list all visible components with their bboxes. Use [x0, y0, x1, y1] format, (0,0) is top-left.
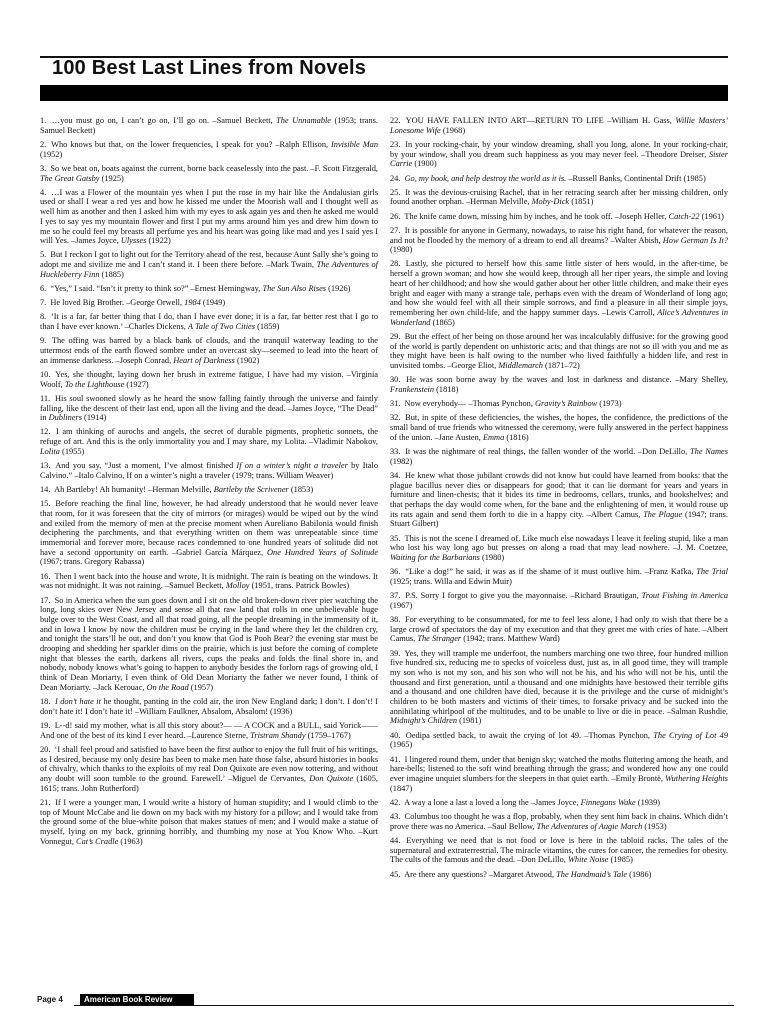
- list-item: [40, 461, 378, 480]
- citation-rest: (1925; trans. Willa and Edwin Muir): [390, 576, 512, 586]
- citation-rest: (1953): [642, 821, 667, 831]
- work-title: A Tale of Two Cities: [187, 322, 255, 332]
- citation-rest: (1949): [200, 298, 226, 308]
- quote-text: Columbus too thought he was a flop, probably, when they sent him back in chains. Which didn’t prove there was no America. –Saul Bellow,: [390, 812, 728, 831]
- quote-text: Oedipa settled back, to await the crying of lot 49. –Thomas Pynchon,: [405, 730, 654, 740]
- item-number: 37.: [390, 591, 401, 601]
- citation-rest: (1902): [234, 355, 260, 365]
- list-item: [390, 212, 728, 222]
- citation-rest: (1986): [627, 869, 652, 879]
- list-item: [40, 485, 378, 495]
- item-number: 45.: [390, 869, 401, 879]
- citation-rest: (1851): [569, 197, 594, 207]
- work-title: Catch-22: [668, 211, 700, 221]
- quote-text: The offing was barred by a black bank of clouds, and the tranquil waterway leading to the uttermost ends of the earth flowed sombre under an overcast sky—seemed to lead into the heart of an immense darkness. –Joseph Conrad,: [40, 336, 378, 365]
- list-item: [40, 336, 378, 365]
- quote-text: Lastly, she pictured to herself how this same little sister of hers would, in the after-time, be herself a grown woman; and how she would keep, through all her riper years, the simple and loving heart of her childhood; and how she would gather about her other little children, and make their eyes bright and eager with many a strange tale, perhaps even with the dream of Wonderland of long ago; and how she would feel with all their simple sorrows, and find a pleasure in all their simple joys, remembering her own child-life, and the happy summer days. –Lewis Carroll,: [390, 259, 728, 317]
- list-item: [40, 427, 378, 456]
- quote-text: Everything we need that is not food or love is here in the tabloid racks. The tales of the supernatural and extraterrestrial. The miracle vitamins, the cures for cancer, the remedies for obesity. The cults of the famous and the dead. –Don DeLillo,: [390, 836, 728, 865]
- item-number: 28.: [390, 259, 401, 269]
- item-number: 20.: [40, 744, 51, 754]
- list-item: [390, 534, 728, 563]
- quote-text: And you say, “Just a moment, I’ve almost finished: [55, 461, 237, 471]
- item-number: 32.: [390, 413, 401, 423]
- quote-text: So in America when the sun goes down and I sit on the old broken-down river pier watching the long, long skies over New Jersey and sense all that raw land that rolls in one unbelievable huge bulge over to the West Coast, and all that road going, all the people dreaming in the immensity of it, and in Iowa I know by now the children must be crying in the land where they let the children cry, and tonight the stars’ll be out, and don’t you know that God is Pooh Bear? the evening star must be drooping and shedding her sparkler dims on the prairie, which is just before the coming of complete night that blesses the earth, darkens all rivers, cups the peaks and folds the final shore in, and nobody, nobody knows what’s going to happen to anybody besides the forlorn rags of growing old, I think of Dean Moriarty, I even think of Old Dean Moriarty the father we never found, I think of Dean Moriarty. –Jack Kerouac,: [40, 595, 378, 692]
- work-title: Emma: [482, 432, 505, 442]
- item-number: 40.: [390, 730, 401, 740]
- citation-rest: (1922): [146, 236, 171, 246]
- quote-text: “Like a dog!” he said, it was as if the shame of it must outlive him. –Franz Kafka,: [405, 567, 697, 577]
- work-title: The Names: [690, 446, 728, 456]
- citation-rest: (1980): [479, 552, 505, 562]
- work-title: Dubliners: [48, 413, 82, 423]
- list-item: [390, 755, 728, 794]
- item-number: 43.: [390, 812, 401, 822]
- work-title: How German Is It?: [662, 235, 728, 245]
- quote-text: …I was a Flower of the mountain yes when I put the rose in my hair like the Andalusian girls used or shall I wear a red yes and how he kissed me under the Moorish wall and I thought well as well him as another and then I asked him with my eyes to ask again yes and then he asked me would I yes to say yes my mountain flower and first I put my arms around him yes and drew him down to me so he could feel my breasts all perfume yes and his heart was going like mad and yes I said yes I will Yes. –James Joyce,: [40, 187, 378, 246]
- citation-rest: (1605, 1615; trans. John Rutherford): [40, 773, 378, 793]
- citation-rest: (1973): [597, 399, 622, 409]
- list-item: [40, 572, 378, 591]
- quote-text: A way a lone a last a loved a long the –James Joyce,: [404, 797, 581, 807]
- work-title: Finnegans Wake: [580, 797, 636, 807]
- list-item: [40, 697, 378, 716]
- list-item: [390, 174, 728, 184]
- item-number: 14.: [40, 485, 51, 494]
- list-item: [390, 413, 728, 442]
- citation-rest: (1947; trans. Stuart Gilbert): [390, 509, 728, 529]
- quote-text: The knife came down, missing him by inches, and he took off. –Joseph Heller,: [404, 211, 669, 221]
- quote-text: His soul swooned slowly as he heard the snow falling faintly through the universe and faintly falling, like the descent of their last end, upon all the living and the dead. –James Joyce, “The Dead” in: [40, 393, 378, 423]
- quote-text: It was the nightmare of real things, the fallen wonder of the world. –Don DeLillo,: [405, 446, 691, 456]
- item-number: 11.: [40, 393, 51, 403]
- list-item: [390, 567, 728, 586]
- quote-text: Yes, she thought, laying down her brush in extreme fatigue, I have had my vision. –Virginia Woolf,: [40, 369, 378, 389]
- quote-text: It was the devious-cruising Rachel, that in her retracing search after her missing children, only found another orphan. –Herman Melville,: [390, 187, 728, 207]
- work-title: Tristram Shandy: [250, 730, 306, 740]
- list-item: [40, 394, 378, 423]
- work-title: 1984: [184, 298, 201, 308]
- citation-rest: (1955): [59, 446, 85, 456]
- work-title: The Adventures of Augie March: [536, 821, 643, 831]
- quote-text: But the effect of her being on those around her was incalculably diffusive: for the growing good of the world is partly dependent on unhistoric acts; and that things are not so ill with you and me as they might have been is half owing to the number who lived faithfully a hidden life, and rest in unvisited tombs. –George Eliot,: [390, 331, 729, 370]
- list-item: [40, 745, 378, 794]
- item-number: 15.: [40, 499, 51, 509]
- quote-text: He loved Big Brother. –George Orwell,: [50, 298, 185, 308]
- item-number: 39.: [390, 648, 401, 658]
- list-item: [40, 298, 378, 308]
- item-number: 31.: [390, 399, 401, 409]
- work-title: Heart of Darkness: [173, 355, 235, 365]
- work-title: Molloy: [225, 581, 250, 591]
- item-number: 27.: [390, 225, 401, 235]
- quote-text: Then I went back into the house and wrote, It is midnight. The rain is beating on the windows. It was not midnight. It was not raining. –Samuel Beckett,: [40, 571, 379, 591]
- work-title: Frankenstein: [390, 384, 435, 394]
- item-number: 44.: [390, 836, 401, 845]
- right-column: [390, 116, 728, 884]
- citation-rest: (1951, trans. Patrick Bowles): [249, 581, 350, 591]
- item-number: 17.: [40, 595, 51, 605]
- item-number: 9.: [40, 336, 47, 346]
- quote-text: Now everybody— –Thomas Pynchon,: [404, 399, 536, 409]
- work-title: The Sun Also Rises: [262, 284, 327, 294]
- item-number: 6.: [40, 284, 47, 294]
- list-item: [390, 226, 728, 255]
- quote-text: …you must go on, I can’t go on, I’ll go on. –Samuel Beckett,: [51, 116, 277, 125]
- list-item: [390, 798, 728, 808]
- item-number: 16.: [40, 571, 51, 581]
- list-item: [390, 447, 728, 466]
- list-item: [390, 615, 728, 644]
- item-number: 34.: [390, 470, 401, 480]
- list-item: [390, 140, 728, 169]
- item-number: 25.: [390, 187, 401, 197]
- citation-rest: (1968): [440, 125, 466, 135]
- footer-rule: [74, 1005, 734, 1006]
- page-footer: [34, 994, 734, 1006]
- quote-text: It is possible for anyone in Germany, nowadays, to raise his right hand, for whatever the reason, and not be flooded by the memory of a dream to end all dreams? –Walter Abish,: [390, 225, 728, 245]
- quote-text: Before reaching the final line, however, he had already understood that he would never leave that room, for it was foreseen that the city of mirrors (or mirages) would be wiped out by the wind and exiled from the memory of men at the precise moment when Aureliano Babilonia would finish deciphering the parchments, and that everything written on them was unrepeatable since time immemorial and forever more, because races condemned to one hundred years of solitude did not have a second opportunity on earth. –Gabriel García Márquez,: [40, 499, 378, 557]
- citation-rest: he thought, panting in the cold air, the iron New England dark; I don’t. I don’t! I don’t hate it! I don’t hate it! –William Faulkner, Absalom, Absalom! (1936): [40, 697, 379, 716]
- citation-rest: (1816): [504, 432, 529, 442]
- citation-rest: (1885): [99, 269, 124, 279]
- citation-rest: –Russell Banks, Continental Drift (1985): [566, 173, 706, 183]
- item-number: 4.: [40, 187, 47, 197]
- item-number: 38.: [390, 614, 401, 624]
- citation-rest: (1939): [635, 797, 661, 807]
- citation-rest: (1865): [430, 317, 455, 327]
- list-item: [40, 798, 378, 847]
- work-title: The Stranger: [417, 634, 462, 644]
- list-item: [390, 870, 728, 880]
- list-item: [390, 188, 728, 207]
- list-item: [390, 812, 728, 831]
- citation-rest: (1853): [288, 485, 314, 494]
- list-item: [390, 116, 728, 135]
- citation-rest: (1859): [254, 322, 280, 332]
- work-title: The Crying of Lot 49: [653, 730, 728, 740]
- citation-rest: (1953; trans. Samuel Beckett): [40, 116, 378, 135]
- item-number: 8.: [40, 312, 47, 322]
- work-title: Alice’s Adventures in Wonderland: [390, 307, 728, 327]
- work-title: Willie Masters’ Lonesome Wife: [390, 116, 728, 135]
- quote-text: Who knows but that, on the lower frequencies, I speak for you? –Ralph Ellison,: [51, 139, 332, 149]
- citation-rest: (1967; trans. Gregory Rabassa): [40, 557, 145, 567]
- work-title: Ulysses: [120, 236, 147, 246]
- work-title: Midnight’s Children: [390, 716, 457, 726]
- citation-rest: (1818): [434, 384, 459, 394]
- item-number: 7.: [40, 298, 47, 308]
- list-item: [40, 370, 378, 389]
- list-item: [390, 375, 728, 394]
- quote-text: Ah Bartleby! Ah humanity! –Herman Melville,: [54, 485, 214, 494]
- work-title: Invisible Man: [331, 139, 378, 149]
- work-title: Sister Carrie: [390, 149, 728, 169]
- list-item: [390, 471, 728, 529]
- list-item: [390, 332, 728, 371]
- list-item: [40, 596, 378, 693]
- work-title: One Hundred Years of Solitude: [267, 547, 378, 557]
- work-title: Go, my book, and help destroy the world as it is.: [404, 173, 567, 183]
- citation-rest: (1961): [699, 211, 724, 221]
- journal-name: American Book Review: [80, 994, 194, 1006]
- quote-text: ‘I shall feel proud and satisfied to have been the first author to enjoy the full fruit of his writings, as I desired, because my only desire has been to make men hate those false, absurd histories in books of chivalry, which thanks to the exploits of my real Don Quixote are even now tottering, and without any doubt will soon tumble to the ground. Farewell.’ –Miguel de Cervantes,: [40, 744, 378, 783]
- work-title: The Great Gatsby: [40, 173, 100, 183]
- quote-text: In your rocking-chair, by your window dreaming, shall you long, alone. In your rocking-chair, by your window, shall you dream such happiness as you may never feel. –Theodore Dreiser,: [390, 139, 728, 159]
- citation-rest: (1927): [124, 379, 149, 389]
- citation-rest: (1982): [390, 456, 413, 466]
- list-item: [390, 836, 728, 865]
- list-item: [40, 721, 378, 740]
- list-item: [390, 259, 728, 327]
- item-number: 2.: [40, 139, 47, 149]
- citation-rest: (1985): [608, 855, 633, 865]
- work-title: Lolita: [40, 446, 60, 456]
- work-title: Gravity’s Rainbow: [535, 399, 598, 409]
- citation-rest: (1847): [390, 783, 413, 793]
- quote-text: ‘It is a far, far better thing that I do, than I have ever done; it is a far, far better rest that I go to than I have ever known.’ –Charles Dickens,: [40, 312, 378, 332]
- work-title: Don Quixote: [309, 773, 354, 783]
- item-number: 10.: [40, 369, 51, 379]
- work-title: The Trial: [696, 567, 728, 577]
- page-number: Page 4: [37, 995, 63, 1004]
- quote-text: For everything to be consummated, for me to feel less alone, I had only to wish that there be a large crowd of spectators the day of my execution and that they greet me with cries of hate. –Albert Camus,: [390, 614, 728, 644]
- item-number: 19.: [40, 720, 51, 730]
- list-item: [40, 499, 378, 567]
- quote-text: But I reckon I got to light out for the Territory ahead of the rest, because Aunt Sally she’s going to adopt me and sivilize me and I can’t stand it. I been there before. –Mark Twain,: [40, 250, 378, 270]
- quote-text: So we beat on, boats against the current, borne back ceaselessly into the past. –F. Scott Fitzgerald,: [50, 163, 379, 173]
- citation-rest: (1900): [412, 159, 437, 169]
- work-title: Moby-Dick: [531, 197, 570, 207]
- quote-text: YOU HAVE FALLEN INTO ART—RETURN TO LIFE –William H. Gass,: [405, 116, 676, 125]
- quote-text: Yes, they will trample me underfoot, the numbers marching one two three, four hundred million five hundred six, reducing me to specks of voiceless dust, just as, in all good time, they will trample my son who is not my son, and his son who will not be his, and his who will not be his, until the thousand and first generation, until a thousand and one midnights have bestowed their terrible gifts and a thousand and one children have died, because it is the privilege and the curse of midnight’s children to be both masters and victims of their times, to forsake privacy and be sucked into the annihilating whirlpool of the multitudes, and to be unable to live or die in peace. –Salman Rushdie,: [390, 648, 728, 716]
- quote-text: If I were a younger man, I would write a history of human stupidity; and I would climb to the top of Mount McCabe and lie down on my back with my history for a pillow; and I would take from the ground some of the blue-white poison that makes statues of men; and I would make a statue of myself, lying on my back, grinning horribly, and thumbing my nose at You Know Who. –Kurt Vonnegut,: [40, 797, 378, 846]
- citation-rest: (1963): [118, 836, 143, 846]
- page-title: 100 Best Last Lines from Novels: [52, 57, 367, 79]
- work-title: The Handmaid’s Tale: [556, 869, 628, 879]
- item-number: 26.: [390, 211, 401, 221]
- citation-rest: (1965): [390, 740, 413, 750]
- quote-text: This is not the scene I dreamed of. Like much else nowadays I leave it feeling stupid, like a man who lost his way long ago but presses on along a road that may lead nowhere. –J. M. Coetzee,: [390, 533, 729, 553]
- work-title: Bartleby the Scrivener: [213, 485, 289, 494]
- list-item: [390, 399, 728, 409]
- item-number: 29.: [390, 331, 401, 341]
- quote-text: Are there any questions? –Margaret Atwood,: [404, 869, 557, 879]
- quote-text: “Yes,” I said. “Isn’t it pretty to think so?” –Ernest Hemingway,: [50, 284, 263, 294]
- item-number: 22.: [390, 116, 401, 125]
- quote-text: P.S. Sorry I forgot to give you the mayonnaise. –Richard Brautigan,: [405, 591, 642, 601]
- quote-text: L--d! said my mother, what is all this story about?— — A COCK and a BULL, said Yorick——And one of the best of its kind I ever heard. –Laurence Sterne,: [40, 720, 379, 740]
- left-column: [40, 116, 378, 851]
- item-number: 18.: [40, 697, 51, 707]
- item-number: 42.: [390, 797, 401, 807]
- quote-text: I am thinking of aurochs and angels, the secret of durable pigments, prophetic sonnets, the refuge of art. And this is the only immortality you and I may share, my Lolita. –Vladimir Nabokov,: [40, 427, 378, 447]
- item-number: 12.: [40, 427, 51, 437]
- citation-rest: (1871–72): [542, 360, 580, 370]
- citation-rest: by Italo Calvino.” –Italo Calvino, If on a winter’s night a traveler (1979; trans. William Weaver): [40, 461, 378, 480]
- item-number: 36.: [390, 567, 401, 577]
- citation-rest: (1926): [326, 284, 351, 294]
- list-item: [390, 591, 728, 610]
- citation-rest: (1980): [390, 245, 413, 255]
- work-title: The Adventures of Huckleberry Finn: [40, 260, 378, 279]
- quote-text: But, in spite of these deficiencies, the wishes, the hopes, the confidence, the predictions of the small band of true friends who witnessed the ceremony, were fully answered in the perfect happiness of the union. –Jane Austen,: [390, 413, 728, 442]
- work-title: White Noise: [567, 855, 609, 865]
- list-item: [390, 731, 728, 750]
- citation-rest: (1981): [457, 716, 482, 726]
- citation-rest: (1759–1767): [305, 730, 351, 740]
- work-title: Waiting for the Barbarians: [390, 552, 480, 562]
- list-item: [40, 116, 378, 135]
- work-title: The Plague: [643, 509, 683, 519]
- list-item: [40, 188, 378, 246]
- list-item: [40, 164, 378, 183]
- quote-text: He knew what those jubilant crowds did not know but could have learned from books: that the plague bacillus never dies or disappears for good; that it can lie dormant for years and years in furniture and linen-chests; that it bides its time in bedrooms, cellars, trunks, and bookshelves; and that perhaps the day would come when, for the bane and the enlightening of men, it would rouse up its rats again and send them forth to die in a happy city. –Albert Camus,: [390, 470, 728, 519]
- work-title: Middlemarch: [498, 360, 543, 370]
- item-number: 13.: [40, 461, 51, 471]
- item-number: 35.: [390, 533, 401, 543]
- header-bar: [40, 85, 728, 101]
- citation-rest: (1952): [40, 149, 63, 159]
- citation-rest: (1967): [390, 600, 413, 610]
- list-item: [40, 312, 378, 331]
- work-title: Trout Fishing in America: [641, 591, 729, 601]
- work-title: To the Lighthouse: [64, 379, 125, 389]
- work-title: Wuthering Heights: [665, 773, 729, 783]
- item-number: 1.: [40, 116, 47, 125]
- work-title: If on a winter’s night a traveler: [236, 461, 348, 471]
- work-title: The Unnamable: [276, 116, 332, 125]
- quote-text: He was soon borne away by the waves and lost in darkness and distance. –Mary Shelley,: [406, 375, 728, 385]
- item-number: 30.: [390, 375, 401, 385]
- work-title: On the Road: [146, 682, 189, 692]
- list-item: [40, 250, 378, 279]
- quote-text: I lingered round them, under that benign sky; watched the moths fluttering among the heath, and hare-bells; listened to the soft wind breathing through the grass; and wondered how any one could ever imagine unquiet slumbers for the sleepers in that quiet earth. –Emily Brontë,: [390, 754, 729, 783]
- work-title: Cat’s Cradle: [76, 836, 119, 846]
- item-number: 21.: [40, 797, 51, 807]
- item-number: 24.: [390, 173, 401, 183]
- work-title: I don’t hate it: [54, 697, 101, 707]
- list-item: [40, 140, 378, 159]
- citation-rest: (1942; trans. Matthew Ward): [461, 634, 560, 644]
- list-item: [390, 649, 728, 727]
- item-number: 23.: [390, 139, 401, 149]
- list-item: [40, 284, 378, 294]
- citation-rest: (1925): [99, 173, 124, 183]
- citation-rest: (1914): [81, 413, 107, 423]
- item-number: 41.: [390, 754, 401, 764]
- item-number: 3.: [40, 163, 47, 173]
- item-number: 5.: [40, 250, 47, 260]
- item-number: 33.: [390, 446, 401, 456]
- citation-rest: (1957): [188, 682, 214, 692]
